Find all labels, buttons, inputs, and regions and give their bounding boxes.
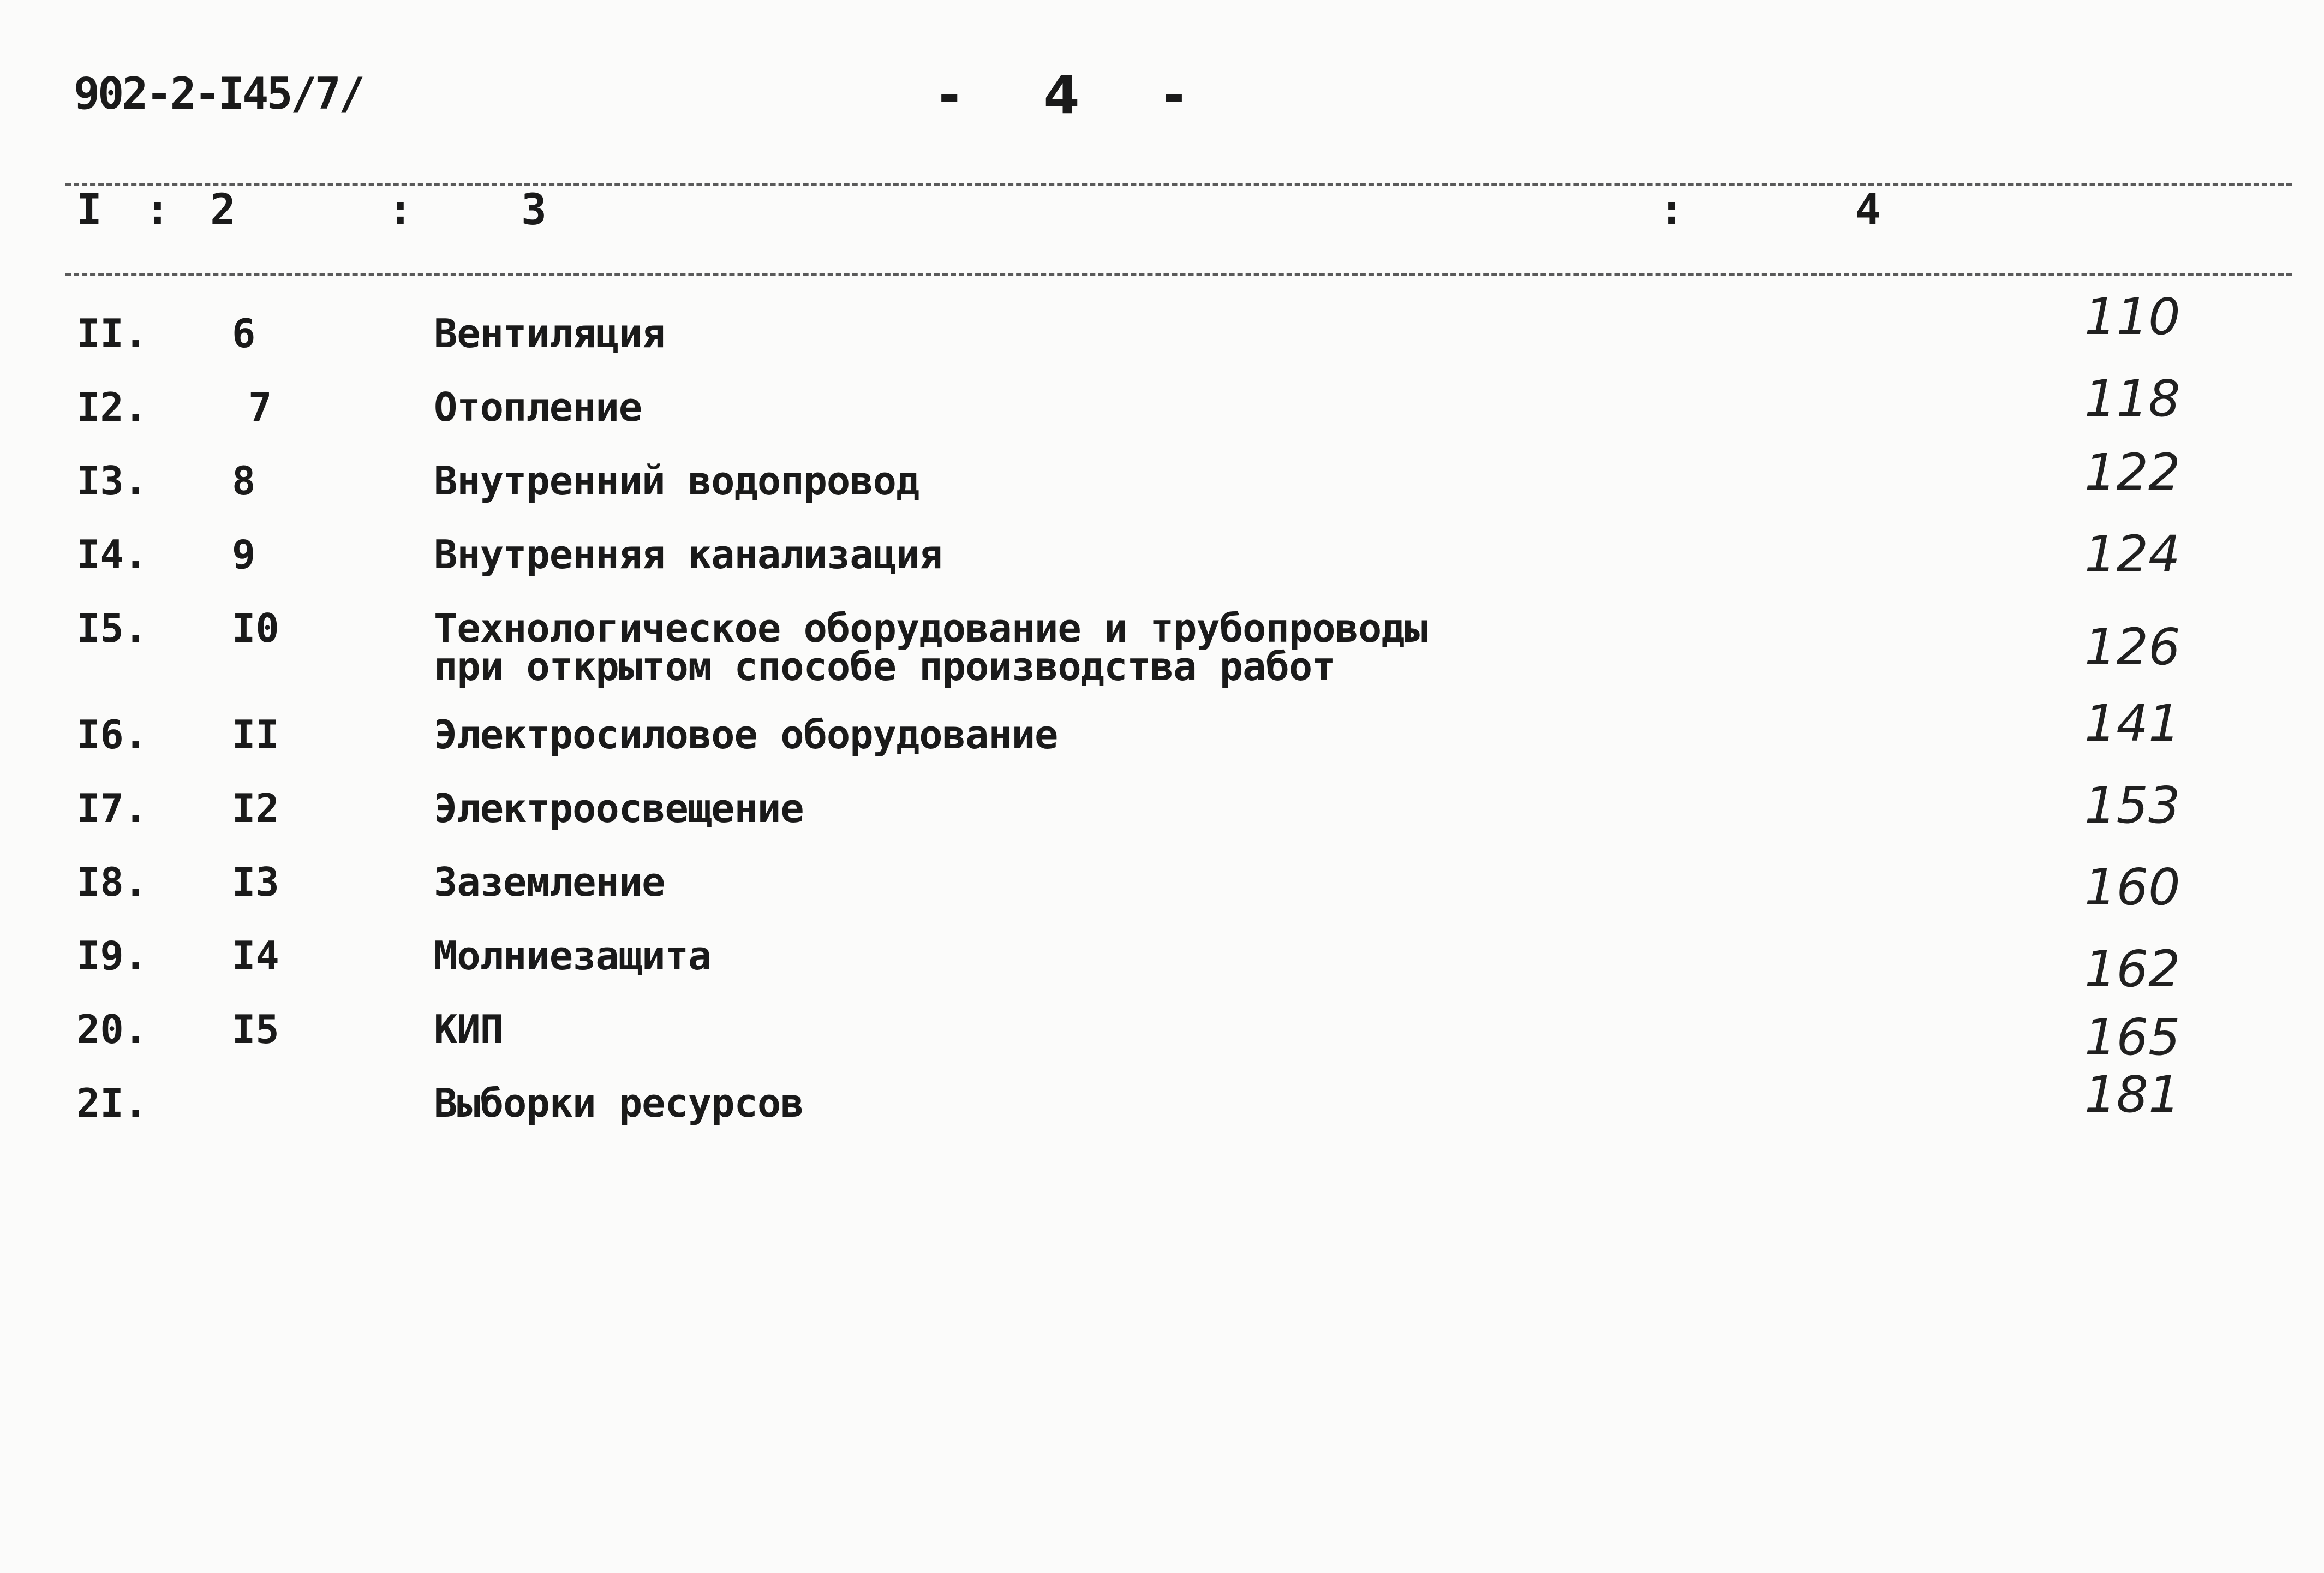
section-name: Вентиляция [434,311,665,356]
section-number: I2 [232,785,279,831]
row-number: I8. [76,859,148,905]
section-number: I4 [232,933,279,979]
page-reference: 126 [2084,618,2180,676]
page-reference: 110 [2084,288,2180,346]
section-number: I5 [232,1006,279,1052]
page-reference: 141 [2084,694,2180,753]
section-name: Внутренняя канализация [434,532,942,577]
page-reference: 122 [2084,443,2180,502]
row-number: I7. [76,785,148,831]
section-name: Выборки ресурсов [434,1080,804,1126]
column-header-1: I [76,186,102,235]
column-header-4: 4 [1855,186,1881,235]
row-number: I6. [76,712,148,758]
section-number: I3 [232,859,279,905]
row-number: I4. [76,532,148,577]
section-number: 8 [232,458,256,504]
document-code: 902-2-I45/7/ [74,68,363,119]
section-name: Молниезащита [434,933,712,979]
section-number: 7 [248,384,272,430]
section-number: 9 [232,532,256,577]
row-number: 2I. [76,1080,148,1126]
section-name: Внутренний водопровод [434,458,919,504]
section-name: КИП [434,1006,504,1052]
page-reference: 162 [2084,940,2180,998]
column-separator: : [145,186,170,235]
header-rule-bottom [65,273,2292,276]
section-number: II [232,712,279,758]
row-number: II. [76,311,148,356]
row-number: 20. [76,1006,148,1052]
section-name: Технологическое оборудование и трубопроводы [434,605,1427,651]
section-number: I0 [232,605,279,651]
row-number: I2. [76,384,148,430]
section-name-continued: при открытом способе производства работ [434,644,1335,689]
column-separator: : [1659,186,1684,235]
row-number: I5. [76,605,148,651]
page-reference: 181 [2084,1065,2180,1124]
row-number: I9. [76,933,148,979]
column-separator: : [387,186,413,235]
page-reference: 160 [2084,858,2180,916]
row-number: I3. [76,458,148,504]
column-header-3: 3 [521,186,547,235]
section-name: Электроосвещение [434,785,804,831]
section-name: Заземление [434,859,665,905]
section-name: Отопление [434,384,642,430]
page-reference: 124 [2084,525,2180,583]
section-name: Электросиловое оборудование [434,712,1058,758]
column-header-2: 2 [210,186,236,235]
page-reference: 153 [2084,776,2180,835]
section-number: 6 [232,311,256,356]
page-number: - 4 - [939,65,1218,126]
page-reference: 165 [2084,1008,2180,1066]
page-reference: 118 [2084,370,2180,428]
